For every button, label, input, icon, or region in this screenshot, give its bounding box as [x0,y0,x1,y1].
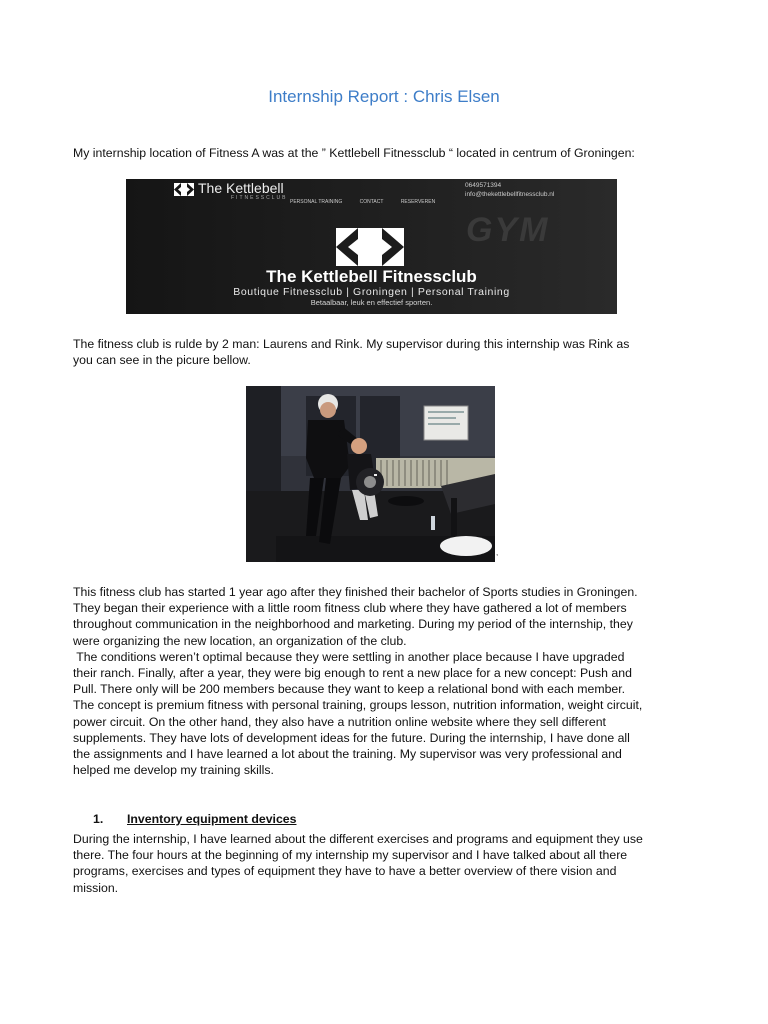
paragraph-line: The concept is premium fitness with personal training, groups lesson, nutrition information, weight circuit, [73,698,643,713]
paragraph-line: there. The four hours at the beginning of my internship my supervisor and I have talked about all there [73,848,628,863]
banner-background-text: GYM [466,211,550,249]
banner-brand-sub: FITNESSCLUB [231,195,288,201]
paragraph-line: The fitness club is rulde by 2 man: Laurens and Rink. My supervisor during this internship was Rink as [73,337,630,351]
paragraph-line: During the internship, I have learned about the different exercises and programs and equipment they use [73,832,643,846]
intro-line: My internship location of Fitness A was at the ” Kettlebell Fitnessclub “ located in centrum of Groningen: [73,146,635,160]
paragraph-line: the assignments and I have learned a lot about the training. My supervisor was very professional and [73,747,622,762]
paragraph-line: were organizing the new location, an organization of the club. [73,633,407,648]
banner-tagline: Boutique Fitnessclub | Groningen | Personal Training [233,286,510,298]
paragraph-line: Pull. There only will be 200 members because they want to keep a relational bond with each member. [73,682,626,697]
paragraph-line: The conditions weren’t optimal because they were settling in another place because I have upgraded [73,649,625,664]
gym-training-photo [246,386,495,562]
paragraph-line: mission. [73,880,119,895]
page-title: Internship Report : Chris Elsen [268,87,500,106]
photo-trailing-mark: , [496,548,499,557]
banner-nav-item: CONTACT [359,199,384,205]
banner-headline: The Kettlebell Fitnessclub [266,267,477,286]
banner-nav-item: RESERVEREN [400,199,436,205]
paragraph-line: their ranch. Finally, after a year, they were big enough to rent a new place for a new concept: Push and [73,666,632,681]
paragraph-line: helped me develop my training skills. [73,763,274,778]
kettlebell-logo-small-icon [174,183,194,196]
paragraph-line: supplements. They have lots of development ideas for the future. During the internship, I have done all [73,730,630,745]
section-label: Inventory equipment devices [127,812,297,826]
kettlebell-logo-icon [336,228,404,266]
paragraph-line: power circuit. On the other hand, they also have a nutrition online website where they sell different [73,714,606,729]
club-history-paragraph [73,584,683,778]
intro-paragraph [73,145,683,161]
banner-phone: 0649571394 [465,182,502,189]
paragraph-line: throughout communication in the neighborhood and marketing. During my period of the internship, they [73,617,633,632]
kettlebell-banner-image [126,179,617,314]
banner-nav [290,199,451,205]
inventory-paragraph [73,831,683,896]
section-heading-inventory [93,812,296,826]
banner-email: info@thekettlebellfitnessclub.nl [465,191,555,198]
banner-nav-item: PERSONAL TRAINING [290,199,343,205]
paragraph-line: They began their experience with a little room fitness club where they have gathered a lot of members [73,601,627,616]
section-number: 1. [93,812,104,826]
paragraph-line: programs, exercises and types of equipment they have to have a better overview of there vision and [73,864,617,879]
banner-contact [465,181,554,199]
banner-brand: The Kettlebell [198,180,284,196]
paragraph-line: you can see in the picure bellow. [73,353,251,368]
paragraph-line: This fitness club has started 1 year ago after they finished their bachelor of Sports studies in Groningen. [73,585,638,599]
gym-photo-scene [246,386,495,562]
banner-tagline-secondary: Betaalbaar, leuk en effectief sporten. [310,298,433,307]
supervisor-paragraph [73,336,683,368]
